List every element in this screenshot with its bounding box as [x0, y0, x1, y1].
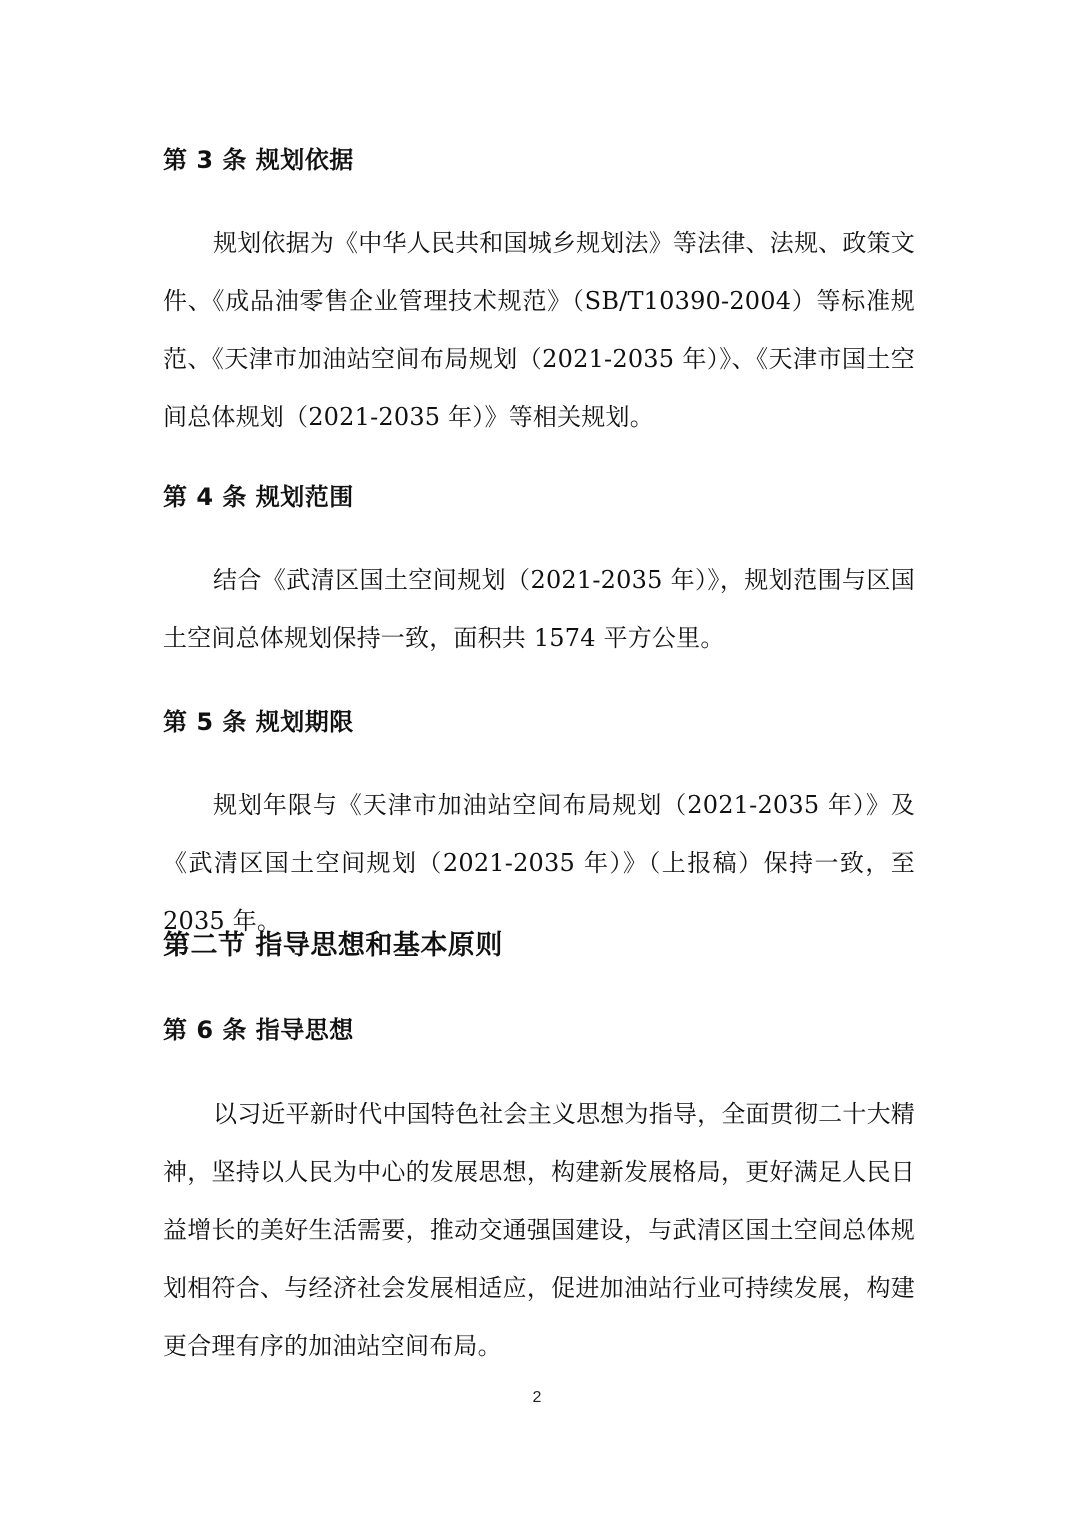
section-heading: 第二节 指导思想和基本原则	[163, 930, 503, 961]
article-5-heading: 第 5 条 规划期限	[163, 708, 354, 736]
article-5-body: 规划年限与《天津市加油站空间布局规划（2021-2035 年）》及《武清区国土空间规划（2021-2035 年）》（上报稿）保持一致，至 2035 年。	[163, 791, 915, 935]
article-4-heading: 第 4 条 规划范围	[163, 483, 354, 511]
article-4-body: 结合《武清区国土空间规划（2021-2035 年）》，规划范围与区国土空间总体规划保持一致，面积共 1574 平方公里。	[163, 566, 915, 652]
article-3-body: 规划依据为《中华人民共和国城乡规划法》等法律、法规、政策文件、《成品油零售企业管理技术规范》（SB/T10390-2004）等标准规范、《天津市加油站空间布局规划（2021-2035 年）》、《天津市国土空间总体规划（2021-2035 年）》等相关规划。	[163, 229, 915, 431]
article-6-body: 以习近平新时代中国特色社会主义思想为指导，全面贯彻二十大精神，坚持以人民为中心的发展思想，构建新发展格局，更好满足人民日益增长的美好生活需要，推动交通强国建设，与武清区国土空间总体规划相符合、与经济社会发展相适应，促进加油站行业可持续发展，构建更合理有序的加油站空间布局。	[163, 1100, 915, 1360]
article-6-heading: 第 6 条 指导思想	[163, 1016, 354, 1044]
page-number: 2	[532, 1389, 542, 1406]
article-3-heading: 第 3 条 规划依据	[163, 146, 354, 174]
